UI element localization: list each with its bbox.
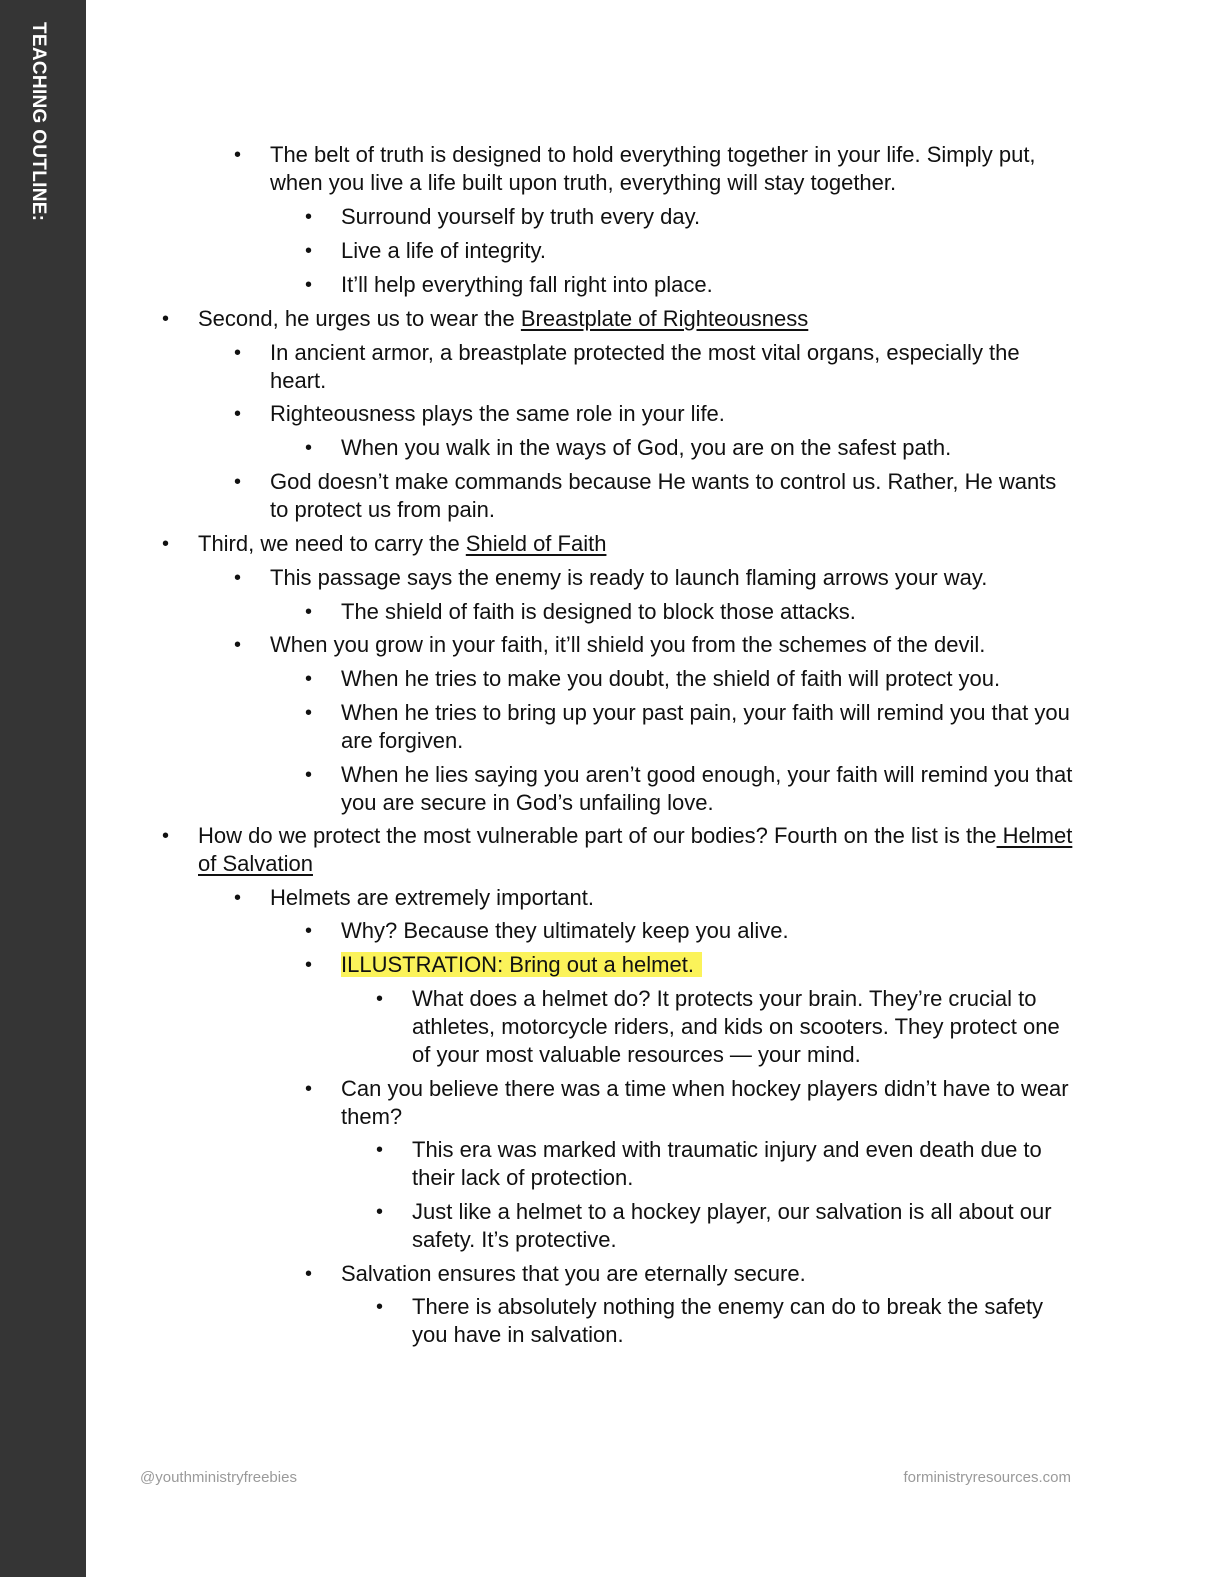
list-item: • This era was marked with traumatic injury and even death due to their lack of protection. xyxy=(412,1136,1082,1192)
list-item: • Why? Because they ultimately keep you alive. xyxy=(341,917,1086,945)
footer-handle: @youthministryfreebies xyxy=(140,1469,297,1486)
list-item xyxy=(198,822,1078,878)
list-item: • When you grow in your faith, it’ll shield you from the schemes of the devil. xyxy=(270,631,1080,659)
list-item: • Helmets are extremely important. xyxy=(270,884,1080,912)
list-item: • Surround yourself by truth every day. xyxy=(341,203,1086,231)
list-item: • The belt of truth is designed to hold everything together in your life. Simply put, when you live a life built upon truth, everything will stay together. xyxy=(270,141,1080,197)
breastplate-heading: Breastplate of Righteousness xyxy=(520,306,809,331)
footer-website: forministryresources.com xyxy=(903,1469,1071,1486)
shield-heading: Shield of Faith xyxy=(465,531,607,556)
sidebar xyxy=(0,0,86,1577)
list-item: • In ancient armor, a breastplate protected the most vital organs, especially the heart. xyxy=(270,339,1080,395)
list-item: • It’ll help everything fall right into place. xyxy=(341,271,1086,299)
list-item xyxy=(341,951,1086,979)
list-item: • Live a life of integrity. xyxy=(341,237,1086,265)
list-item xyxy=(198,530,1078,558)
list-item xyxy=(198,305,1078,333)
list-item: • Can you believe there was a time when hockey players didn’t have to wear them? xyxy=(341,1075,1086,1131)
helmet-heading: Helmet of Salvation xyxy=(198,823,1073,876)
list-item-text: Third, we need to carry the xyxy=(198,531,466,556)
sidebar-title: TEACHING OUTLINE: xyxy=(28,22,49,222)
list-item-text: Second, he urges us to wear the xyxy=(198,306,521,331)
list-item: • This passage says the enemy is ready to launch flaming arrows your way. xyxy=(270,564,1080,592)
list-item: • When you walk in the ways of God, you are on the safest path. xyxy=(341,434,1086,462)
list-item: • God doesn’t make commands because He wants to control us. Rather, He wants to protect us from pain. xyxy=(270,468,1080,524)
list-item: • When he tries to bring up your past pain, your faith will remind you that you are forgiven. xyxy=(341,699,1086,755)
list-item: • When he tries to make you doubt, the shield of faith will protect you. xyxy=(341,665,1086,693)
list-item: • Just like a helmet to a hockey player, our salvation is all about our safety. It’s protective. xyxy=(412,1198,1082,1254)
list-item: • The shield of faith is designed to block those attacks. xyxy=(341,598,1086,626)
list-item: • Salvation ensures that you are eternally secure. xyxy=(341,1260,1086,1288)
list-item: • Righteousness plays the same role in your life. xyxy=(270,400,1080,428)
list-item-text: How do we protect the most vulnerable part of our bodies? Fourth on the list is the xyxy=(198,823,997,848)
list-item: • There is absolutely nothing the enemy can do to break the safety you have in salvation. xyxy=(412,1293,1082,1349)
list-item: • When he lies saying you aren’t good enough, your faith will remind you that you are secure in God’s unfailing love. xyxy=(341,761,1086,817)
illustration-highlight: ILLUSTRATION: Bring out a helmet. xyxy=(341,952,702,977)
list-item: • What does a helmet do? It protects your brain. They’re crucial to athletes, motorcycle riders, and kids on scooters. They protect one of your most valuable resources — your mind. xyxy=(412,985,1082,1069)
